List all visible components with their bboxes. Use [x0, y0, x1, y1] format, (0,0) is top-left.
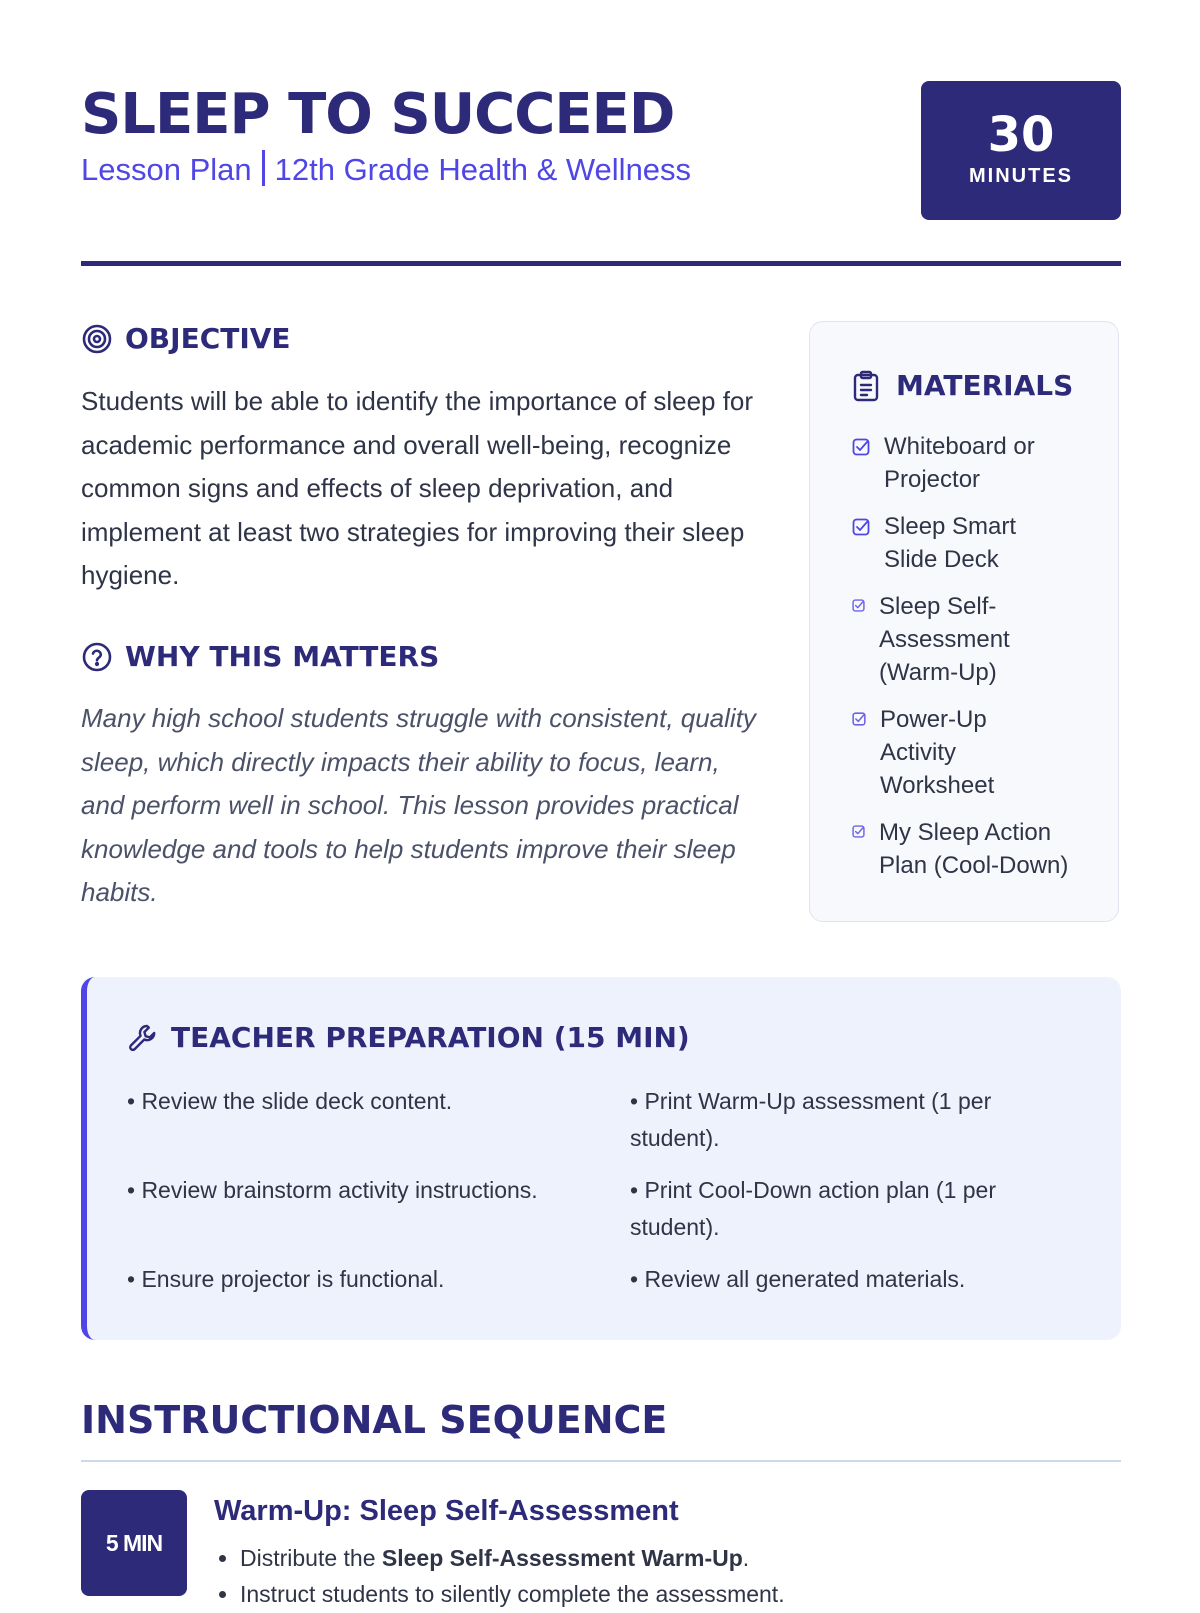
step-duration-badge: 5 MIN	[81, 1490, 187, 1596]
teacher-prep-panel	[81, 977, 1121, 1340]
subtitle-course: 12th Grade Health & Wellness	[274, 152, 692, 187]
material-item	[852, 590, 1079, 689]
header-divider	[81, 261, 1121, 266]
prep-item: • Review the slide deck content.	[127, 1088, 453, 1114]
why-heading-text: WHY THIS MATTERS	[125, 640, 440, 673]
materials-heading-text: MATERIALS	[896, 369, 1074, 402]
subtitle-divider	[262, 150, 265, 186]
clipboard-icon	[852, 370, 880, 402]
step-bullet-suffix: .	[742, 1545, 750, 1571]
step-bullet	[240, 1541, 1100, 1575]
wrench-icon	[127, 1022, 159, 1054]
objective-heading	[81, 322, 291, 355]
material-item	[852, 430, 1079, 496]
prep-heading	[127, 1021, 690, 1054]
checkbox-icon	[852, 712, 866, 726]
step-bullet-bold: Sleep Self-Assessment Warm-Up	[381, 1545, 743, 1571]
prep-heading-text: TEACHER PREPARATION (15 MIN)	[171, 1021, 690, 1054]
materials-card	[809, 321, 1119, 922]
material-label: Sleep Self-Assessment (Warm-Up)	[879, 593, 1010, 686]
checkbox-icon	[852, 518, 870, 536]
target-icon	[81, 323, 113, 355]
sequence-heading: INSTRUCTIONAL SEQUENCE	[81, 1398, 668, 1442]
checkbox-icon	[852, 825, 865, 838]
prep-item: • Review brainstorm activity instructions.	[127, 1177, 538, 1203]
step-title: Warm-Up: Sleep Self-Assessment	[214, 1495, 679, 1527]
subtitle-type: Lesson Plan	[81, 152, 252, 187]
prep-item: • Print Warm-Up assessment (1 per student).	[630, 1088, 992, 1151]
prep-item: • Review all generated materials.	[630, 1266, 966, 1292]
prep-item: • Ensure projector is functional.	[127, 1266, 445, 1292]
material-item	[852, 703, 1079, 802]
objective-heading-text: OBJECTIVE	[125, 322, 291, 355]
duration-unit: MINUTES	[969, 165, 1073, 187]
materials-heading	[852, 369, 1073, 402]
material-item	[852, 816, 1079, 882]
why-heading	[81, 640, 439, 673]
material-label: Sleep Smart Slide Deck	[884, 513, 1017, 573]
material-label: Whiteboard or Projector	[884, 433, 1035, 493]
duration-value: 30	[987, 107, 1055, 163]
duration-badge	[921, 81, 1121, 220]
objective-text: Students will be able to identify the importance of sleep for academic performance and overall well-being, recognize common signs and effects of sleep deprivation, and implement at least two strategies for improving their sleep hygiene.	[81, 386, 754, 590]
material-label: My Sleep Action Plan (Cool-Down)	[879, 819, 1069, 879]
checkbox-icon	[852, 438, 870, 456]
step-list	[214, 1541, 1100, 1613]
materials-list	[852, 430, 1079, 896]
question-icon	[81, 641, 113, 673]
step-bullet-text: Distribute the	[240, 1545, 382, 1571]
lesson-subtitle	[81, 150, 691, 190]
prep-item: • Print Cool-Down action plan (1 per student).	[630, 1177, 997, 1240]
lesson-title: SLEEP TO SUCCEED	[81, 82, 675, 147]
why-text: Many high school students struggle with consistent, quality sleep, which directly impacts their ability to focus, learn, and perform well in school. This lesson provides practical knowledge and tools to help students improve their sleep habits.	[81, 703, 756, 907]
step-bullet: • Instruct students to silently complete the assessment.	[240, 1577, 1100, 1611]
material-item	[852, 510, 1079, 576]
checkbox-icon	[852, 599, 865, 612]
material-label: Power-Up Activity Worksheet	[880, 706, 995, 799]
sequence-divider	[81, 1460, 1121, 1462]
